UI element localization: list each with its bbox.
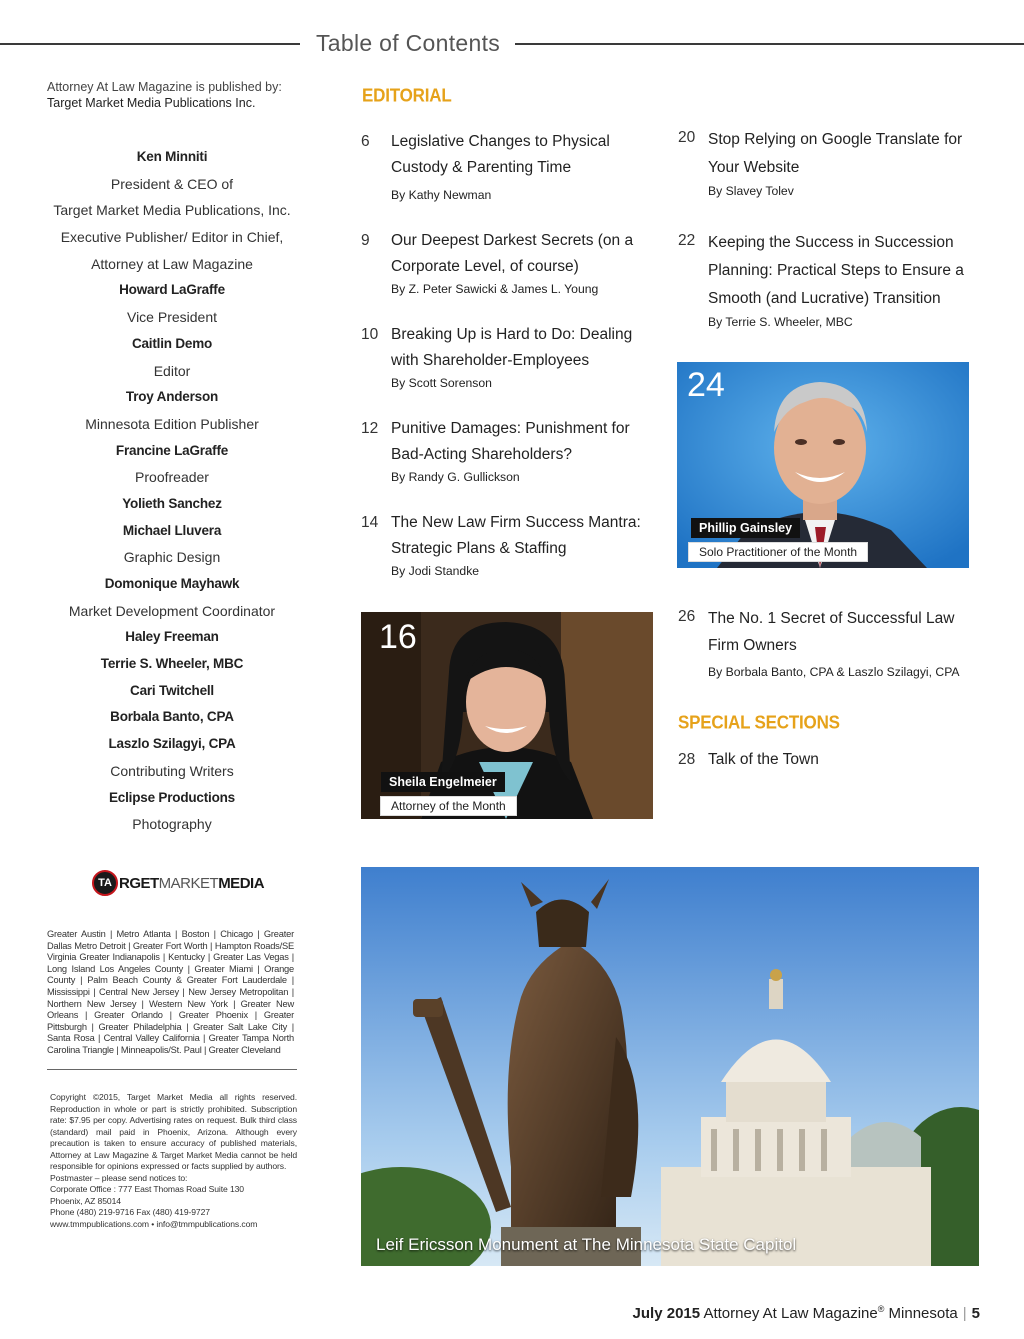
- toc-entry-14[interactable]: [361, 514, 661, 584]
- article-title: Keeping the Success in Succession Planning: Practical Steps to Ensure a Smooth (and Lucrative) Transition: [708, 234, 964, 307]
- masthead: [40, 144, 304, 838]
- target-market-media-logo: [92, 869, 264, 897]
- toc-entry-28[interactable]: [678, 751, 978, 775]
- staff-role: Executive Publisher/ Editor in Chief,: [60, 229, 284, 246]
- staff-name: Haley Freeman: [125, 629, 219, 645]
- staff-name: Caitlin Demo: [131, 335, 213, 351]
- staff-role: Graphic Design: [123, 549, 221, 566]
- page-number: 22: [678, 232, 696, 249]
- publisher-intro: Attorney At Law Magazine is published by:: [47, 80, 282, 94]
- staff-role: Target Market Media Publications, Inc.: [53, 202, 291, 219]
- footer-separator: |: [962, 1305, 967, 1322]
- toc-entry-20[interactable]: [678, 129, 978, 204]
- page-number: 10: [361, 326, 379, 343]
- publisher-name: Target Market Media Publications Inc.: [47, 96, 256, 110]
- copyright-text: Copyright ©2015, Target Market Media all rights reserved. Reproduction in whole or part is strictly prohibited. Subscription rate: $7.95 per copy. Advertising rates on request. Bulk third class (standard) mail paid in Phoenix, Arizona. Although every precaution is taken to ensure accuracy of published materials, Attorney at Law Magazine & Target Market Media cannot be held responsible for opinions expressed or facts supplied by authors.: [50, 1092, 297, 1171]
- staff-role: Editor: [153, 362, 191, 379]
- footer-magazine: Attorney At Law Magazine: [703, 1305, 878, 1322]
- staff-name: Francine LaGraffe: [115, 442, 229, 458]
- page-number: 6: [361, 133, 370, 150]
- footer-issue: July 2015: [632, 1305, 701, 1322]
- monument-image: [361, 867, 979, 1266]
- staff-name: Michael Lluvera: [122, 522, 222, 538]
- staff-name: Howard LaGraffe: [119, 282, 225, 298]
- article-byline: By Randy G. Gullickson: [391, 470, 520, 484]
- photo-phillip-gainsley[interactable]: [677, 362, 969, 568]
- page-number: 14: [361, 514, 379, 531]
- page-number: 28: [678, 751, 696, 768]
- photo-caption-name: Sheila Engelmeier: [381, 772, 505, 792]
- toc-entry-22[interactable]: [678, 232, 978, 332]
- page-number: 26: [678, 608, 696, 625]
- staff-name: Ken Minniti: [136, 149, 208, 164]
- article-byline: By Borbala Banto, CPA & Laszlo Szilagyi, CPA: [708, 665, 960, 679]
- photo-caption: Leif Ericsson Monument at The Minnesota State Capitol: [376, 1235, 797, 1254]
- staff-role: Market Development Coordinator: [68, 602, 276, 619]
- staff-name: Cari Twitchell: [130, 682, 214, 698]
- staff-role: Minnesota Edition Publisher: [85, 415, 259, 432]
- photo-sheila-engelmeier[interactable]: [361, 612, 653, 819]
- left-divider: [47, 1069, 297, 1070]
- logo-wordmark: RGETMARKETMEDIA: [119, 874, 265, 892]
- page-footer: [633, 1304, 980, 1322]
- photo-caption-name: Phillip Gainsley: [691, 518, 800, 538]
- office-address: Corporate Office : 777 East Thomas Road Suite 130: [50, 1184, 244, 1194]
- section-special: SPECIAL SECTIONS: [678, 712, 840, 733]
- article-byline: By Z. Peter Sawicki & James L. Young: [391, 282, 599, 296]
- staff-name: Troy Anderson: [125, 389, 219, 405]
- office-phone: Phone (480) 219-9716 Fax (480) 419-9727: [50, 1207, 210, 1217]
- staff-name: Laszlo Szilagyi, CPA: [108, 736, 236, 752]
- article-byline: By Slavey Tolev: [708, 184, 794, 198]
- staff-role: Vice President: [126, 309, 217, 326]
- article-title: Our Deepest Darkest Secrets (on a Corporate Level, of course): [391, 232, 634, 275]
- header-rule-right: [515, 43, 1024, 45]
- staff-name: Yolieth Sanchez: [122, 495, 222, 511]
- photo-caption-role: Solo Practitioner of the Month: [688, 542, 868, 562]
- staff-role: Photography: [132, 816, 212, 833]
- staff-name: Borbala Banto, CPA: [110, 709, 234, 725]
- staff-role: Attorney at Law Magazine: [91, 255, 253, 272]
- toc-entry-12[interactable]: [361, 420, 661, 490]
- section-editorial: EDITORIAL: [362, 85, 452, 106]
- staff-role: Proofreader: [135, 469, 209, 486]
- page-title: Table of Contents: [316, 30, 501, 56]
- staff-name: Eclipse Productions: [109, 789, 235, 805]
- article-title: Punitive Damages: Punishment for Bad-Acting Shareholders?: [391, 420, 630, 463]
- copyright-block: [50, 1092, 297, 1230]
- page-number: 12: [361, 420, 379, 437]
- article-byline: By Scott Sorenson: [391, 376, 492, 390]
- toc-entry-10[interactable]: [361, 326, 661, 396]
- page-number: 9: [361, 232, 370, 249]
- article-title: Breaking Up is Hard to Do: Dealing with Shareholder-Employees: [391, 326, 633, 369]
- article-title: The No. 1 Secret of Successful Law Firm Owners: [708, 610, 955, 654]
- article-title: The New Law Firm Success Mantra: Strategic Plans & Staffing: [391, 514, 641, 557]
- staff-role: Contributing Writers: [110, 762, 234, 779]
- market-list: Greater Austin | Metro Atlanta | Boston | Chicago | Greater Dallas Metro Detroit | Greater Fort Worth | Hampton Roads/SE Virginia Greater Indianapolis | Kentucky | Greater Las Vegas | Long Island Los Angeles County | Greater Miami | Orange County | Palm Beach County & Greater Fort Lauderdale | Mississippi | Central New Jersey | New Jersey Metropolitan | Northern New Jersey | Western New York | Greater New Orleans | Greater Orlando | Greater Phoenix | Greater Pittsburgh | Greater Philadelphia | Greater Salt Lake City | Santa Rosa | Central Valley California | Greater Tampa North Carolina Triangle | Minneapolis/St. Paul | Greater Cleveland: [47, 929, 294, 1055]
- footer-edition: Minnesota: [888, 1305, 958, 1322]
- page-number: 20: [678, 129, 696, 146]
- staff-role: President & CEO of: [110, 175, 234, 192]
- logo-mark: TA: [92, 870, 118, 896]
- staff-name: Domonique Mayhawk: [104, 576, 240, 591]
- office-web: www.tmmpublications.com • info@tmmpublications.com: [50, 1218, 258, 1229]
- photo-caption-role: Attorney of the Month: [380, 796, 517, 816]
- staff-name: Terrie S. Wheeler, MBC: [100, 656, 244, 672]
- photo-page-number: 24: [687, 366, 725, 404]
- photo-leif-ericsson-monument[interactable]: [361, 867, 979, 1266]
- article-title: Stop Relying on Google Translate for Your Website: [708, 131, 963, 176]
- article-byline: By Jodi Standke: [391, 564, 480, 578]
- article-byline: By Kathy Newman: [391, 188, 492, 202]
- office-city: Phoenix, AZ 85014: [50, 1195, 121, 1206]
- toc-entry-9[interactable]: [361, 232, 661, 302]
- postmaster-line: Postmaster – please send notices to:: [50, 1172, 188, 1183]
- toc-entry-26[interactable]: [678, 608, 978, 683]
- toc-entry-6[interactable]: [361, 133, 661, 213]
- footer-page-number: 5: [971, 1305, 980, 1322]
- article-title: Legislative Changes to Physical Custody & Parenting Time: [391, 133, 610, 176]
- article-byline: By Terrie S. Wheeler, MBC: [708, 315, 853, 329]
- article-title: Talk of the Town: [708, 751, 819, 768]
- header-rule-left: [0, 43, 300, 45]
- registered-mark: ®: [877, 1304, 885, 1314]
- photo-page-number: 16: [379, 618, 417, 656]
